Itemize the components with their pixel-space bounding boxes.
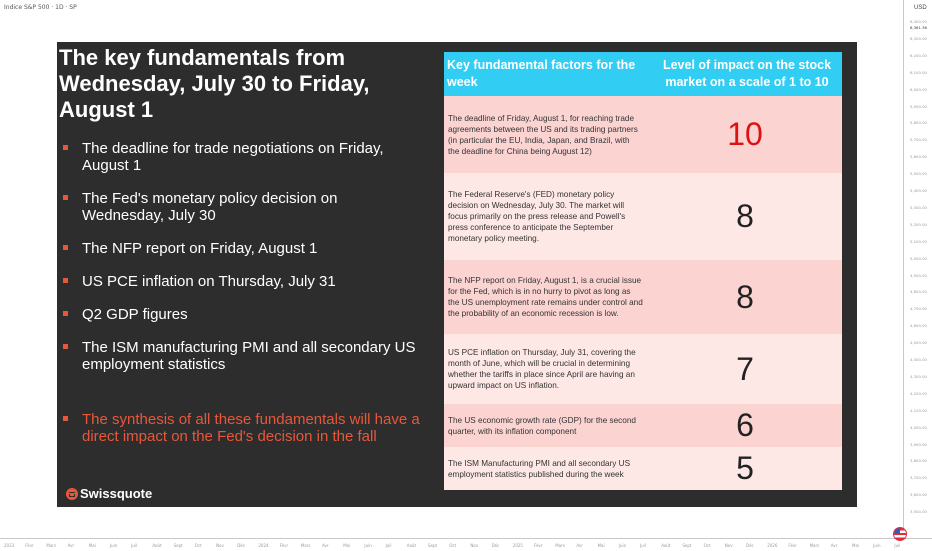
table-row [444, 173, 842, 260]
factor-text: The US economic growth rate (GDP) for the second quarter, with its inflation component [448, 415, 636, 436]
time-tick-label: Juin [873, 543, 881, 548]
slide-image [57, 42, 857, 507]
brand-name: Swissquote [80, 486, 153, 501]
impact-score: 10 [727, 116, 763, 152]
price-tick-label: 6,300.00 [910, 35, 927, 41]
list-item: The Fed's monetary policy decision on Wednesday, July 30 [63, 190, 423, 224]
time-tick-label: Juil [131, 543, 138, 548]
current-price-label: 6,361.36 [910, 25, 927, 30]
bullet-icon [63, 195, 68, 200]
price-tick-label: 3,700.00 [910, 475, 927, 481]
price-tick-label: 4,400.00 [910, 357, 927, 362]
header-factors: Key fundamental factors for the week [447, 58, 636, 89]
time-tick-label: Mai [343, 543, 351, 548]
time-tick-label: Juin [110, 543, 118, 548]
price-tick-label: 5,400.00 [910, 188, 927, 193]
time-tick-label: Avr [576, 543, 583, 548]
impact-score: 8 [736, 198, 754, 234]
price-tick-label: 4,100.00 [910, 407, 927, 413]
factor-text: The deadline of Friday, August 1, for reaching trade agreements between the US and its trading partners (in particular the EU, India, Japan, and Brazil, with the deadline for China being August 12) [448, 113, 638, 156]
list-item: The NFP report on Friday, August 1 [63, 240, 423, 257]
bullet-icon [63, 416, 68, 421]
price-tick-label: 3,500.00 [910, 509, 927, 515]
factor-text: The Federal Reserve's (FED) monetary policy decision on Wednesday, July 30. The market will focus primarily on the press release and Powell's press conference to anticipate the September monetary policy meeting. [448, 190, 626, 243]
time-tick-label: Sept [173, 543, 183, 548]
price-tick-label: 6,100.00 [910, 69, 927, 75]
time-tick-label: Mars [809, 543, 820, 548]
price-tick-label: 4,500.00 [910, 340, 927, 346]
time-tick-label: Nov [470, 543, 479, 548]
factor-text: The NFP report on Friday, August 1, is a crucial issue for the Fed, which is in no hurry to pivot as long as the US unemployment rate remains under control and the probability of an economic recession is low. [448, 276, 643, 318]
price-axis[interactable] [903, 0, 932, 538]
table-row [444, 334, 842, 404]
swissquote-logo [66, 486, 152, 501]
fundamentals-list [63, 140, 423, 461]
time-tick-label: Août [152, 543, 162, 548]
swissquote-logo-icon [66, 488, 78, 500]
time-tick-label: 2024 [258, 543, 269, 548]
time-tick-label: Nov [724, 543, 733, 548]
currency-label[interactable]: USD [914, 5, 927, 11]
time-tick-label: Avr [322, 543, 329, 548]
time-tick-label: Sept [682, 543, 692, 548]
impact-score: 6 [736, 407, 754, 443]
price-tick-label: 4,600.00 [910, 323, 927, 329]
header-impact: Level of impact on the stock market on a scale of 1 to 10 [662, 58, 832, 89]
bullet-icon [63, 344, 68, 349]
time-tick-label: Mars [555, 543, 565, 548]
price-tick-label: 4,800.00 [910, 289, 927, 295]
impact-score: 5 [736, 450, 754, 486]
time-tick-label: Févr [788, 543, 797, 548]
price-tick-label: 4,900.00 [910, 272, 927, 278]
price-tick-label: 5,500.00 [910, 171, 927, 177]
time-tick-label: Juin [364, 543, 372, 548]
price-tick-label: 5,700.00 [910, 137, 927, 143]
bullet-icon [63, 278, 68, 283]
time-tick-label: Mai [852, 543, 860, 548]
chart-symbol-title[interactable]: Indice S&P 500 · 1D · SP [4, 4, 77, 11]
time-tick-label: Août [406, 543, 417, 548]
time-tick-label: Oct [194, 543, 202, 548]
factor-text: The ISM Manufacturing PMI and all secondary US employment statistics published during the week [448, 458, 631, 479]
price-tick-label: 4,200.00 [910, 390, 927, 396]
time-tick-label: Août [661, 543, 671, 548]
time-tick-label: Févr [25, 543, 34, 548]
price-tick-label: 4,700.00 [910, 306, 927, 312]
time-tick-label: Juil [894, 543, 901, 548]
table-row [444, 260, 842, 334]
list-item: The deadline for trade negotiations on Friday, August 1 [63, 140, 423, 174]
factor-text: US PCE inflation on Thursday, July 31, covering the month of June, which will be crucial in determining whether the tariffs in place since April are having an upward impact on US inflation. [448, 348, 636, 390]
slide-title: The key fundamentals from Wednesday, July 30 to Friday, August 1 [59, 45, 370, 122]
table-row [444, 96, 842, 173]
time-axis[interactable] [0, 538, 932, 551]
time-tick-label: Mars [46, 543, 57, 548]
price-tick-label: 6,000.00 [910, 86, 927, 92]
price-tick-label: 3,800.00 [910, 458, 927, 464]
time-tick-label: Déc [491, 543, 500, 548]
time-tick-label: 2026 [767, 543, 778, 548]
bullet-icon [63, 245, 68, 250]
conclusion-item: The synthesis of all these fundamentals will have a direct impact on the Fed's decision in the fall [63, 411, 423, 445]
price-tick-label: 5,600.00 [910, 154, 927, 160]
price-tick-label: 5,200.00 [910, 221, 927, 227]
price-tick-label: 6,200.00 [910, 52, 927, 58]
price-tick-label: 4,000.00 [910, 424, 927, 430]
us-flag-icon[interactable] [893, 527, 907, 541]
price-tick-label: 5,300.00 [910, 204, 927, 210]
time-tick-label: Sept [428, 543, 438, 548]
price-tick-label: 5,900.00 [910, 103, 927, 109]
time-tick-label: Juil [385, 543, 392, 548]
time-tick-label: Oct [449, 543, 457, 548]
price-tick-label: 3,900.00 [910, 441, 927, 447]
price-tick-label: 4,300.00 [910, 373, 927, 379]
table-row [444, 447, 842, 490]
price-tick-label: 6,400.00 [910, 19, 927, 24]
time-tick-label: Févr [534, 543, 543, 548]
table-row [444, 404, 842, 447]
impact-score: 8 [736, 278, 754, 315]
time-tick-label: Mai [88, 543, 96, 548]
time-tick-label: Avr [67, 543, 75, 548]
list-item: US PCE inflation on Thursday, July 31 [63, 273, 423, 290]
time-tick-label: Juil [640, 543, 646, 548]
time-tick-label: Févr [279, 543, 289, 548]
time-tick-label: 2023 [4, 543, 15, 548]
impact-score: 7 [736, 350, 754, 387]
price-tick-label: 5,800.00 [910, 120, 927, 126]
time-tick-label: Déc [746, 543, 754, 548]
bullet-icon [63, 145, 68, 150]
table-header [444, 52, 842, 96]
price-tick-label: 3,600.00 [910, 492, 927, 498]
time-tick-label: Juin [618, 543, 627, 548]
time-tick-label: Mars [300, 543, 311, 548]
price-tick-label: 5,000.00 [910, 255, 927, 261]
list-item: The ISM manufacturing PMI and all secondary US employment statistics [63, 339, 423, 373]
time-tick-label: Mai [597, 543, 605, 548]
time-tick-label: 2025 [512, 543, 523, 548]
time-tick-label: Déc [237, 543, 245, 548]
price-tick-label: 5,100.00 [910, 238, 927, 244]
time-tick-label: Oct [703, 543, 711, 548]
time-tick-label: Avr [830, 543, 838, 548]
list-item: Q2 GDP figures [63, 306, 423, 323]
impact-table [444, 52, 842, 490]
bullet-icon [63, 311, 68, 316]
time-tick-label: Nov [216, 543, 224, 548]
